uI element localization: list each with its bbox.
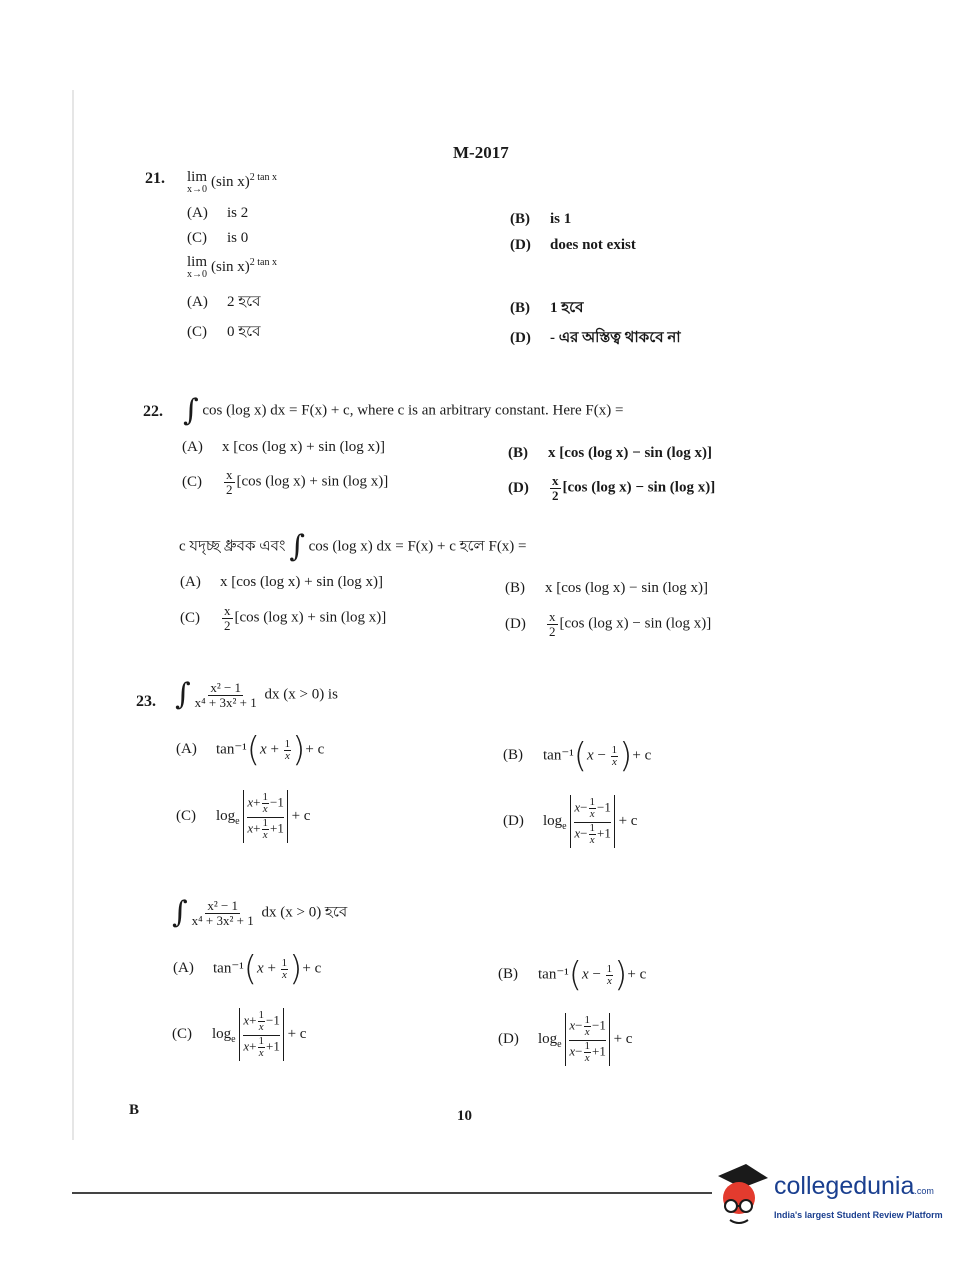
question-23-stem-bengali: ∫ $\frac{\text{x² − 1}}{\text{x⁴ + 3x² + 1}}$ dx (x > 0) হবে — [172, 895, 348, 930]
q22-bn-option-a: (A) x [cos (log x) + sin (log x)] — [180, 574, 384, 590]
question-21-stem-bengali: lim x→0 (sin x)$^{2 tan x}$ — [187, 254, 277, 280]
q22-option-d: (D) $\frac{x}{2}$ [cos (log x) − sin (log x)] — [508, 473, 716, 503]
question-21-number: 21. — [145, 170, 165, 187]
q21-option-d: (D) does not exist — [510, 237, 636, 253]
q23-option-a: (A) tan⁻¹(x + $\frac{1}{x}$ )+ c — [176, 730, 325, 770]
q21-bn-option-b: (B) 1 হবে — [510, 300, 584, 316]
q23-bn-option-b: (B) tan⁻¹(x − $\frac{1}{x}$ )+ c — [498, 955, 647, 995]
q21-option-c: (C) is 0 — [187, 230, 249, 246]
question-23-number: 23. — [136, 693, 156, 710]
q21-bn-option-c: (C) 0 হবে — [187, 324, 261, 340]
q21-bn-option-d: (D) - এর অস্তিত্ব থাকবে না — [510, 330, 681, 346]
question-22-stem: ∫ cos (log x) dx = F(x) + c, where c is an arbitrary constant. Here F(x) = — [183, 393, 624, 428]
question-22-stem-bengali: c যদৃচ্ছ ধ্রুবক এবং ∫ cos (log x) dx = F(x) + c হলে F(x) = — [179, 529, 527, 564]
q21-option-a: (A) is 2 — [187, 205, 249, 221]
page-edge — [72, 90, 74, 1140]
q22-option-b: (B) x [cos (log x) − sin (log x)] — [508, 445, 712, 461]
q23-bn-option-a: (A) tan⁻¹(x + $\frac{1}{x}$ )+ c — [173, 949, 322, 989]
q22-bn-option-c: (C) $\frac{x}{2}$ [cos (log x) + sin (log x)] — [180, 603, 387, 633]
q22-option-c: (C) $\frac{x}{2}$ [cos (log x) + sin (log x)] — [182, 467, 389, 497]
logo-tagline: India's largest Student Review Platform — [774, 1210, 943, 1220]
logo-name: collegedunia — [774, 1172, 915, 1200]
q22-bn-option-d: (D) $\frac{x}{2}$ [cos (log x) − sin (log x)] — [505, 609, 712, 639]
q22-bn-option-b: (B) x [cos (log x) − sin (log x)] — [505, 580, 709, 596]
logo-domain: .com — [914, 1186, 934, 1196]
question-23-stem: ∫ $\frac{\text{x² − 1}}{\text{x⁴ + 3x² + 1}}$ dx (x > 0) is — [175, 677, 338, 712]
bottom-rule — [72, 1192, 712, 1194]
page-number: 10 — [457, 1108, 472, 1124]
footer-set-code: B — [129, 1102, 140, 1118]
q21-option-b: (B) is 1 — [510, 211, 572, 227]
q22-option-a: (A) x [cos (log x) + sin (log x)] — [182, 439, 386, 455]
question-21-stem: lim x→0 (sin x)$^{2 tan x}$ — [187, 169, 277, 195]
q23-bn-option-c: (C) $\log_e$ x+ $\frac{1}{x}$ −1 x+ $\frac{1}{x}$ +1 + c — [172, 1009, 307, 1059]
page-header: M-2017 — [453, 143, 509, 162]
q21-bn-option-a: (A) 2 হবে — [187, 294, 261, 310]
q23-bn-option-d: (D) $\log_e$ x− $\frac{1}{x}$ −1 x− $\frac{1}{x}$ +1 + c — [498, 1014, 633, 1064]
q23-option-b: (B) tan⁻¹(x − $\frac{1}{x}$ )+ c — [503, 736, 652, 776]
question-22-number: 22. — [143, 403, 163, 420]
mascot-icon — [712, 1162, 770, 1228]
collegedunia-logo[interactable] — [712, 1162, 952, 1232]
q23-option-d: (D) $\log_e$ x− $\frac{1}{x}$ −1 x− $\frac{1}{x}$ +1 + c — [503, 796, 638, 846]
q23-option-c: (C) $\log_e$ x+ $\frac{1}{x}$ −1 x+ $\frac{1}{x}$ +1 + c — [176, 791, 311, 841]
